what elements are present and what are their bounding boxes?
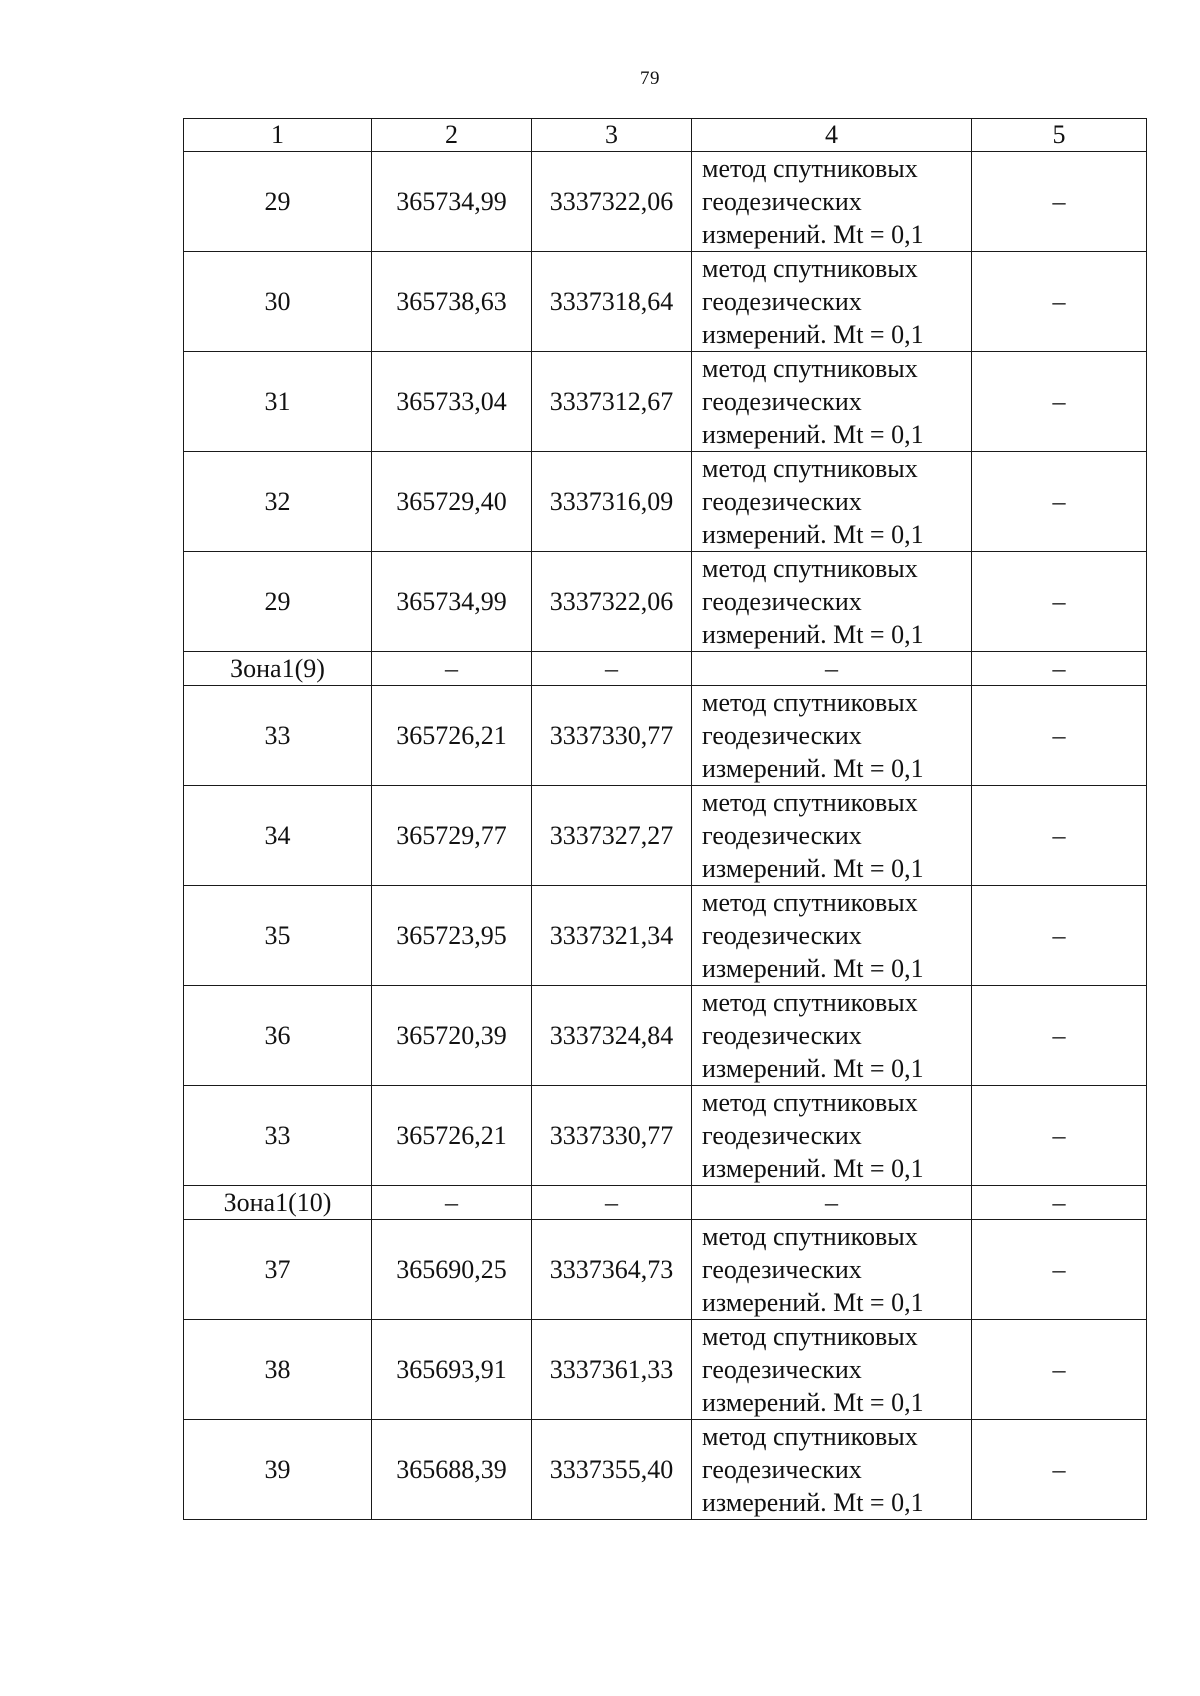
- zone-row: [184, 652, 1147, 686]
- method-line: измерений. Mt = 0,1: [702, 1154, 924, 1183]
- method-line: измерений. Mt = 0,1: [702, 754, 924, 783]
- x-coordinate-cell: 365726,21: [372, 1086, 532, 1186]
- x-coordinate-cell: 365734,99: [372, 152, 532, 252]
- note-cell: –: [972, 352, 1147, 452]
- y-coordinate-cell: 3337322,06: [532, 152, 692, 252]
- coordinates-table: [183, 118, 1147, 1520]
- table-row: [184, 886, 1147, 986]
- note-cell: –: [972, 152, 1147, 252]
- x-coordinate-cell: 365720,39: [372, 986, 532, 1086]
- method-line: метод спутниковых: [702, 154, 918, 183]
- table-row: [184, 1420, 1147, 1520]
- method-line: метод спутниковых: [702, 1088, 918, 1117]
- y-coordinate-cell: 3337316,09: [532, 452, 692, 552]
- page-number: 79: [640, 68, 660, 89]
- method-cell: [692, 552, 972, 652]
- method-line: измерений. Mt = 0,1: [702, 320, 924, 349]
- coordinates-table-body: [184, 119, 1147, 1520]
- method-line: метод спутниковых: [702, 888, 918, 917]
- note-cell: –: [972, 252, 1147, 352]
- method-line: измерений. Mt = 0,1: [702, 854, 924, 883]
- method-cell: [692, 1086, 972, 1186]
- table-row: [184, 1320, 1147, 1420]
- x-coordinate-cell: 365723,95: [372, 886, 532, 986]
- y-coordinate-cell: 3337330,77: [532, 1086, 692, 1186]
- method-line: геодезических: [702, 1121, 862, 1150]
- method-line: измерений. Mt = 0,1: [702, 520, 924, 549]
- y-coordinate-cell: 3337330,77: [532, 686, 692, 786]
- header-cell-3: 3: [532, 119, 692, 152]
- method-cell: [692, 686, 972, 786]
- table-row: [184, 986, 1147, 1086]
- x-coordinate-cell: 365688,39: [372, 1420, 532, 1520]
- method-cell: –: [692, 652, 972, 686]
- y-coordinate-cell: 3337364,73: [532, 1220, 692, 1320]
- note-cell: –: [972, 552, 1147, 652]
- method-line: геодезических: [702, 1355, 862, 1384]
- note-cell: –: [972, 1186, 1147, 1220]
- method-cell: [692, 252, 972, 352]
- y-coordinate-cell: 3337312,67: [532, 352, 692, 452]
- y-coordinate-cell: 3337324,84: [532, 986, 692, 1086]
- method-line: метод спутниковых: [702, 354, 918, 383]
- y-coordinate-cell: –: [532, 652, 692, 686]
- table-row: [184, 252, 1147, 352]
- method-line: метод спутниковых: [702, 554, 918, 583]
- note-cell: –: [972, 452, 1147, 552]
- method-line: геодезических: [702, 821, 862, 850]
- y-coordinate-cell: 3337322,06: [532, 552, 692, 652]
- header-cell-1: 1: [184, 119, 372, 152]
- method-line: метод спутниковых: [702, 1322, 918, 1351]
- method-line: измерений. Mt = 0,1: [702, 1488, 924, 1517]
- header-cell-5: 5: [972, 119, 1147, 152]
- x-coordinate-cell: –: [372, 652, 532, 686]
- note-cell: –: [972, 786, 1147, 886]
- table-row: [184, 352, 1147, 452]
- table-row: [184, 1220, 1147, 1320]
- point-number-cell: 39: [184, 1420, 372, 1520]
- method-line: измерений. Mt = 0,1: [702, 220, 924, 249]
- method-line: метод спутниковых: [702, 1422, 918, 1451]
- method-cell: [692, 786, 972, 886]
- point-number-cell: 38: [184, 1320, 372, 1420]
- point-number-cell: 33: [184, 1086, 372, 1186]
- point-number-cell: 35: [184, 886, 372, 986]
- point-number-cell: 34: [184, 786, 372, 886]
- header-cell-4: 4: [692, 119, 972, 152]
- y-coordinate-cell: –: [532, 1186, 692, 1220]
- y-coordinate-cell: 3337355,40: [532, 1420, 692, 1520]
- x-coordinate-cell: 365733,04: [372, 352, 532, 452]
- x-coordinate-cell: 365734,99: [372, 552, 532, 652]
- method-line: метод спутниковых: [702, 1222, 918, 1251]
- zone-label-cell: Зона1(9): [184, 652, 372, 686]
- y-coordinate-cell: 3337321,34: [532, 886, 692, 986]
- x-coordinate-cell: 365729,40: [372, 452, 532, 552]
- method-line: метод спутниковых: [702, 254, 918, 283]
- note-cell: –: [972, 986, 1147, 1086]
- method-line: геодезических: [702, 1255, 862, 1284]
- note-cell: –: [972, 686, 1147, 786]
- method-line: измерений. Mt = 0,1: [702, 954, 924, 983]
- method-line: измерений. Mt = 0,1: [702, 1054, 924, 1083]
- point-number-cell: 36: [184, 986, 372, 1086]
- method-cell: [692, 1420, 972, 1520]
- table-row: [184, 786, 1147, 886]
- note-cell: –: [972, 1220, 1147, 1320]
- note-cell: –: [972, 1320, 1147, 1420]
- method-line: измерений. Mt = 0,1: [702, 620, 924, 649]
- table-row: [184, 1086, 1147, 1186]
- zone-label-cell: Зона1(10): [184, 1186, 372, 1220]
- method-line: геодезических: [702, 187, 862, 216]
- method-line: геодезических: [702, 287, 862, 316]
- method-line: измерений. Mt = 0,1: [702, 1288, 924, 1317]
- point-number-cell: 30: [184, 252, 372, 352]
- method-cell: [692, 986, 972, 1086]
- x-coordinate-cell: 365738,63: [372, 252, 532, 352]
- table-row: [184, 686, 1147, 786]
- zone-row: [184, 1186, 1147, 1220]
- point-number-cell: 37: [184, 1220, 372, 1320]
- note-cell: –: [972, 886, 1147, 986]
- method-cell: [692, 1220, 972, 1320]
- note-cell: –: [972, 1420, 1147, 1520]
- method-line: геодезических: [702, 1021, 862, 1050]
- point-number-cell: 32: [184, 452, 372, 552]
- method-cell: [692, 452, 972, 552]
- table-row: [184, 552, 1147, 652]
- table-header-row: [184, 119, 1147, 152]
- method-line: метод спутниковых: [702, 454, 918, 483]
- method-cell: [692, 152, 972, 252]
- method-line: геодезических: [702, 587, 862, 616]
- method-line: метод спутниковых: [702, 988, 918, 1017]
- x-coordinate-cell: 365693,91: [372, 1320, 532, 1420]
- header-cell-2: 2: [372, 119, 532, 152]
- x-coordinate-cell: 365690,25: [372, 1220, 532, 1320]
- method-line: геодезических: [702, 387, 862, 416]
- method-line: геодезических: [702, 921, 862, 950]
- method-line: измерений. Mt = 0,1: [702, 1388, 924, 1417]
- method-line: измерений. Mt = 0,1: [702, 420, 924, 449]
- y-coordinate-cell: 3337327,27: [532, 786, 692, 886]
- x-coordinate-cell: 365726,21: [372, 686, 532, 786]
- point-number-cell: 31: [184, 352, 372, 452]
- point-number-cell: 33: [184, 686, 372, 786]
- note-cell: –: [972, 1086, 1147, 1186]
- table-row: [184, 452, 1147, 552]
- point-number-cell: 29: [184, 552, 372, 652]
- note-cell: –: [972, 652, 1147, 686]
- y-coordinate-cell: 3337361,33: [532, 1320, 692, 1420]
- y-coordinate-cell: 3337318,64: [532, 252, 692, 352]
- x-coordinate-cell: –: [372, 1186, 532, 1220]
- point-number-cell: 29: [184, 152, 372, 252]
- method-line: метод спутниковых: [702, 788, 918, 817]
- x-coordinate-cell: 365729,77: [372, 786, 532, 886]
- method-cell: [692, 352, 972, 452]
- method-line: геодезических: [702, 721, 862, 750]
- table-row: [184, 152, 1147, 252]
- method-line: геодезических: [702, 1455, 862, 1484]
- method-line: геодезических: [702, 487, 862, 516]
- method-cell: [692, 1320, 972, 1420]
- method-cell: –: [692, 1186, 972, 1220]
- method-line: метод спутниковых: [702, 688, 918, 717]
- method-cell: [692, 886, 972, 986]
